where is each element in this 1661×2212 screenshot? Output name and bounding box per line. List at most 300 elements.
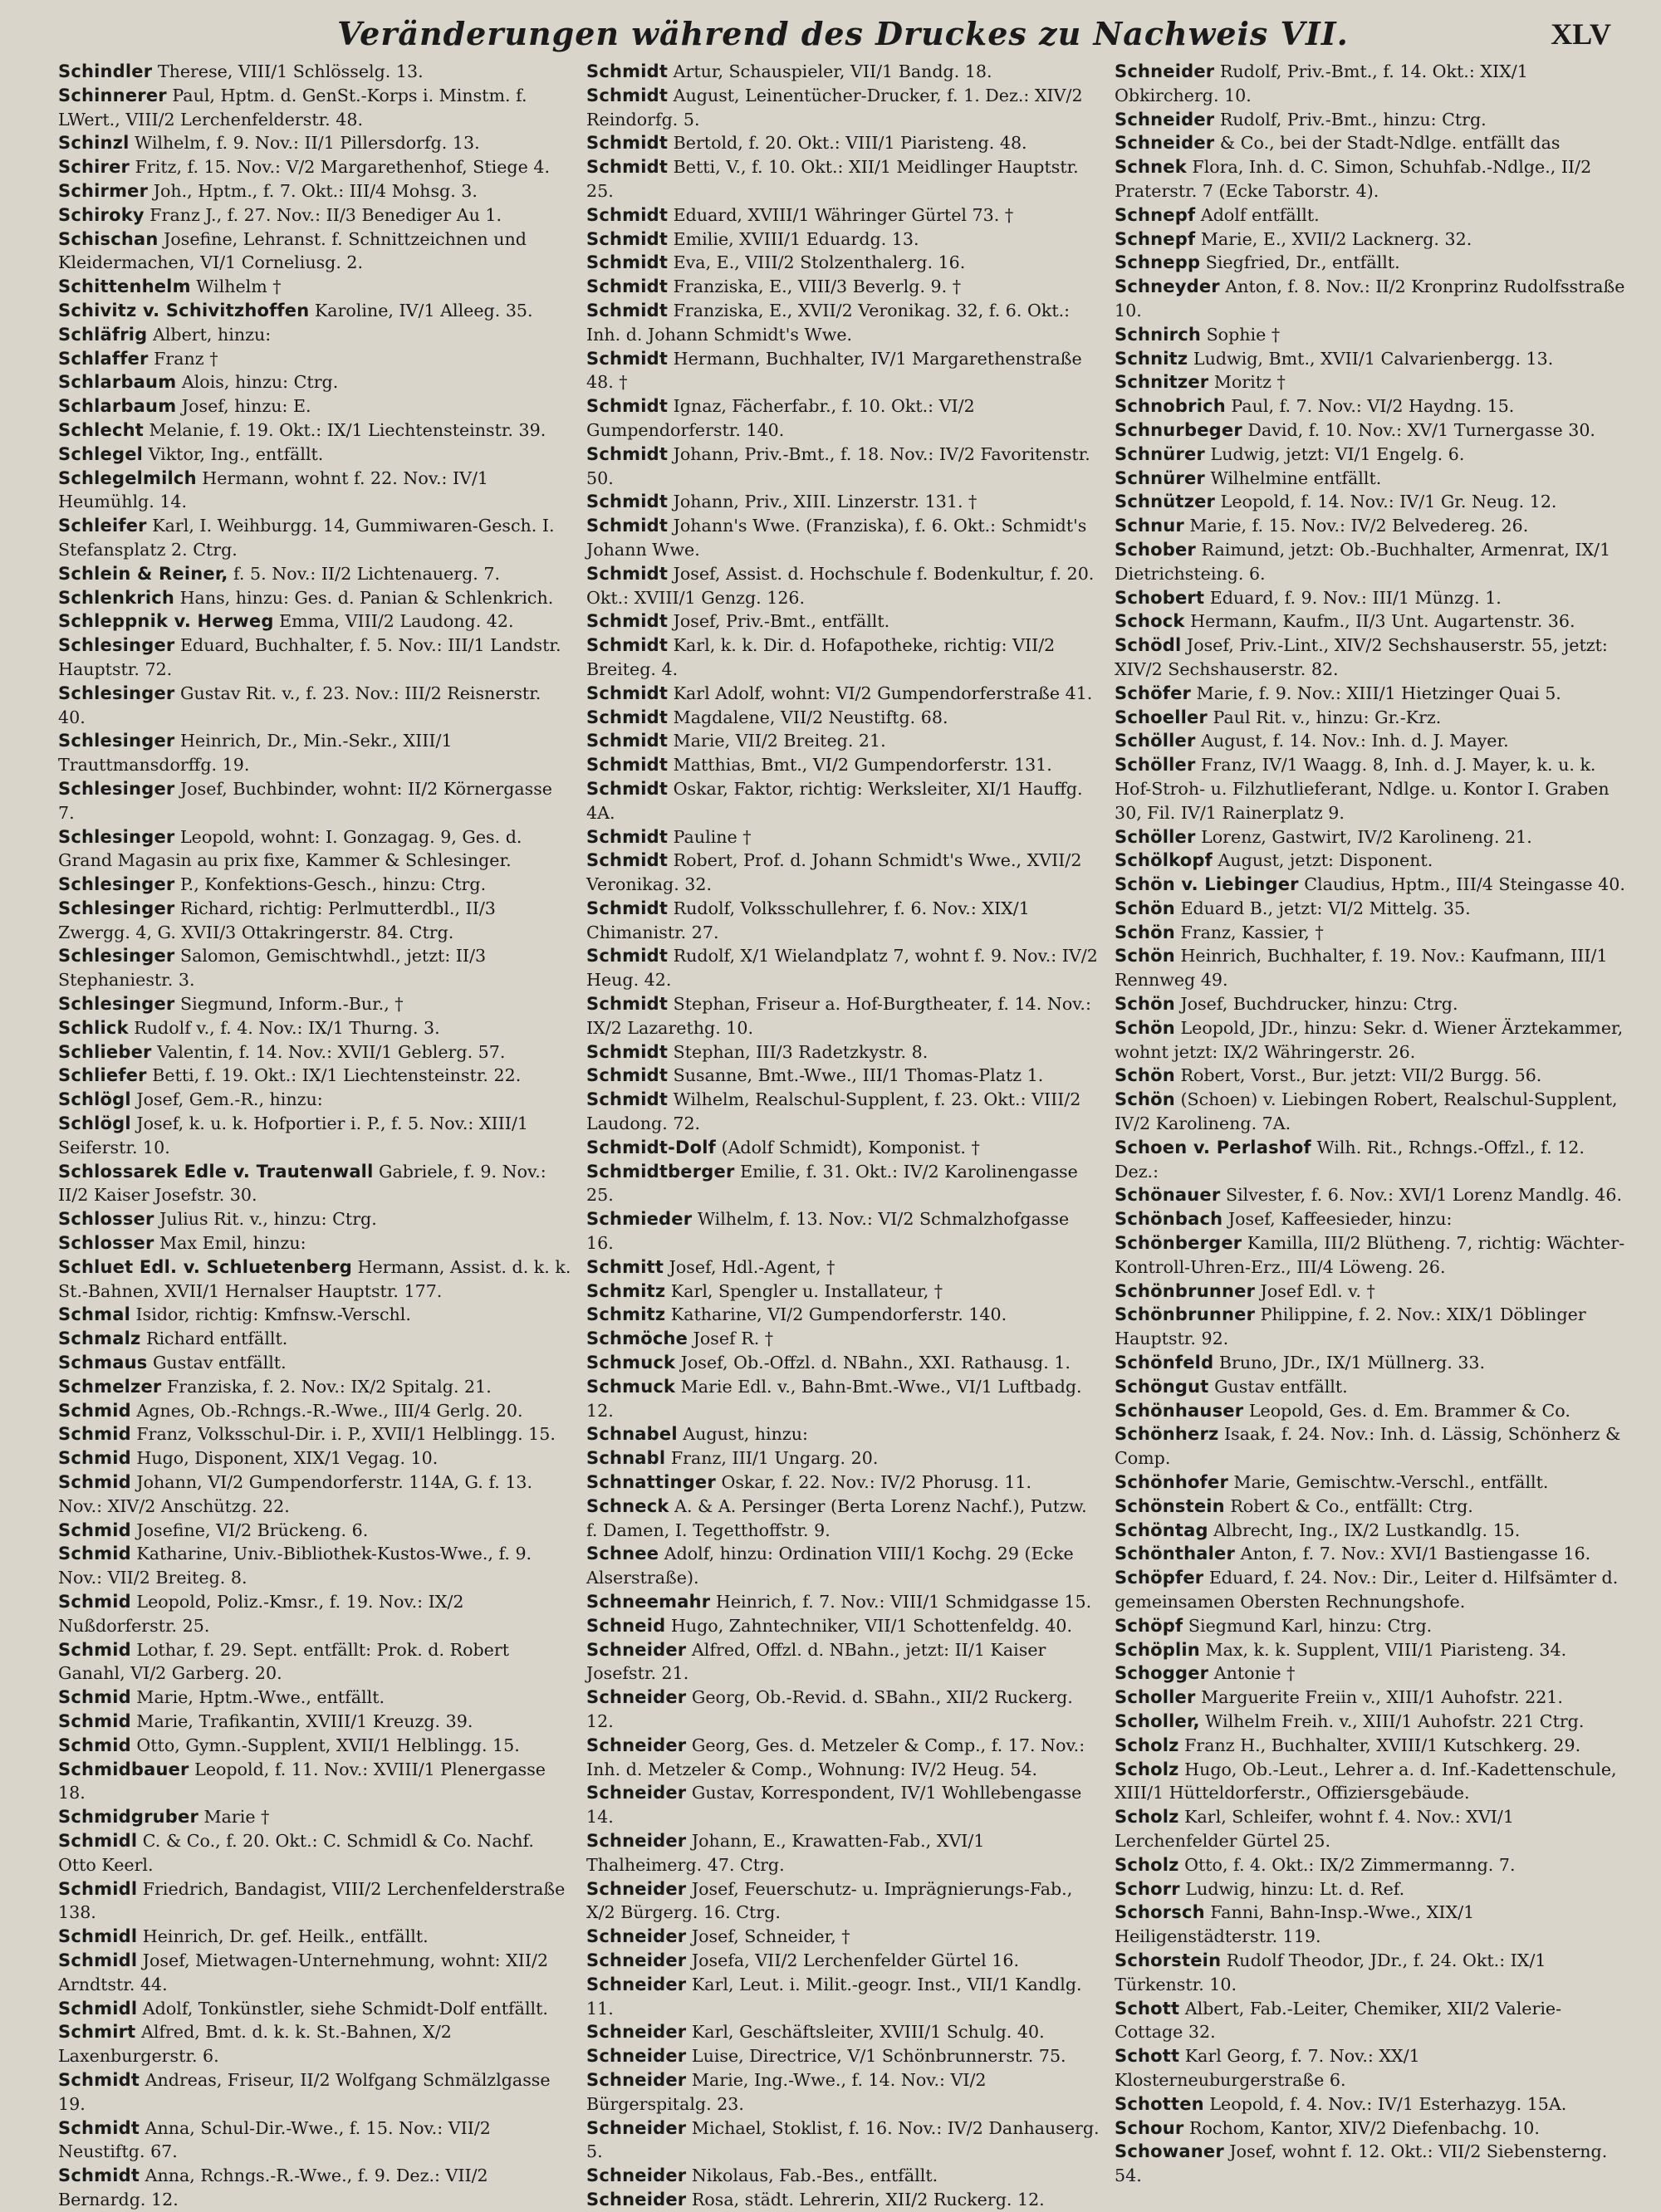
directory-entry xyxy=(58,1112,571,1160)
entry-surname: Schoen v. Perlashof xyxy=(1115,1137,1311,1157)
entry-surname: Schlesinger xyxy=(58,898,175,918)
entry-surname: Schöpfer xyxy=(1115,1568,1204,1588)
entry-surname: Schmidgruber xyxy=(58,1807,199,1828)
entry-surname: Schmidl xyxy=(58,1950,138,1970)
entry-surname: Schour xyxy=(1115,2117,1184,2138)
directory-entry xyxy=(1115,108,1628,132)
entry-details: Emilie, XVIII/1 Eduardg. 13. xyxy=(668,228,919,249)
entry-surname: Schnepp xyxy=(1115,252,1201,273)
entry-details: Otto, Gymn.-Supplent, XVII/1 Helblingg. 15. xyxy=(130,1735,520,1755)
entry-surname: Schlesinger xyxy=(58,683,175,703)
directory-entry xyxy=(586,394,1100,443)
directory-entry xyxy=(58,1471,571,1519)
entry-details: Josef, k. u. k. Hofportier i. P., f. 5. Nov.: XIII/1 Seiferstr. 10. xyxy=(58,1113,528,1157)
entry-details: (Adolf Schmidt), Komponist. † xyxy=(715,1137,980,1157)
entry-surname: Schnürer xyxy=(1115,467,1205,488)
entry-details: Rudolf v., f. 4. Nov.: IX/1 Thurng. 3. xyxy=(128,1017,440,1038)
directory-entry xyxy=(58,1542,571,1590)
directory-entry xyxy=(1115,944,1628,992)
entry-surname: Schnützer xyxy=(1115,492,1216,512)
column-3 xyxy=(1115,60,1628,2186)
entry-surname: Schleppnik v. Herweg xyxy=(58,611,274,632)
entry-surname: Schmidt xyxy=(586,994,669,1015)
entry-surname: Schneider xyxy=(586,2069,687,2090)
directory-entry xyxy=(58,825,571,874)
entry-surname: Schöfer xyxy=(1115,683,1192,703)
entry-surname: Schlegelmilch xyxy=(58,467,197,488)
entry-details: Josef, Gem.-R., hinzu: xyxy=(130,1089,323,1110)
entry-surname: Schödl xyxy=(1115,635,1182,656)
entry-surname: Schlosser xyxy=(58,1233,154,1254)
entry-details: Johann, Priv., XIII. Linzerstr. 131. † xyxy=(668,492,977,512)
entry-surname: Schöller xyxy=(1115,755,1196,776)
directory-entry xyxy=(586,609,1100,634)
directory-entry xyxy=(586,1542,1100,1590)
directory-entry xyxy=(586,1422,1100,1446)
directory-entry xyxy=(586,1495,1100,1543)
directory-entry xyxy=(586,849,1100,897)
directory-entry xyxy=(58,1351,571,1375)
directory-entry xyxy=(58,347,571,371)
directory-entry xyxy=(1115,1853,1628,1877)
entry-details: Marie, Hptm.-Wwe., entfällt. xyxy=(130,1687,385,1708)
entry-details: Marie Edl. v., Bahn-Bmt.-Wwe., VI/1 Luftbadg. 12. xyxy=(586,1376,1082,1421)
entry-surname: Schliefer xyxy=(58,1065,147,1086)
entry-details: Anton, f. 8. Nov.: II/2 Kronprinz Rudolfsstraße 10. xyxy=(1115,276,1625,321)
entry-surname: Schischan xyxy=(58,228,159,249)
entry-details: Karl, I. Weihburgg. 14, Gummiwaren-Gesch. I. Stefansplatz 2. Ctrg. xyxy=(58,516,555,560)
entry-surname: Schmid xyxy=(58,1424,131,1445)
entry-details: Franz † xyxy=(148,348,218,369)
directory-entry xyxy=(1115,1901,1628,1949)
entry-details: Rochom, Kantor, XIV/2 Diefenbachg. 10. xyxy=(1183,2117,1540,2138)
entry-surname: Schnobrich xyxy=(1115,396,1226,417)
entry-details: Fritz, f. 15. Nov.: V/2 Margarethenhof, Stiege 4. xyxy=(130,157,550,178)
entry-details: Paul, Hptm. d. GenSt.-Korps i. Minstm. f. LWert., VIII/2 Lerchenfelderstr. 48. xyxy=(58,85,527,130)
directory-entry xyxy=(1115,1877,1628,1901)
directory-entry xyxy=(58,1949,571,1997)
directory-entry xyxy=(586,1303,1100,1327)
directory-entry xyxy=(58,1638,571,1686)
entry-surname: Schöngut xyxy=(1115,1376,1209,1397)
entry-details: Albert, hinzu: xyxy=(147,324,272,345)
entry-details: Antonie † xyxy=(1208,1663,1296,1684)
entry-surname: Schmidt xyxy=(586,276,669,297)
entry-details: Agnes, Ob.-Rchngs.-R.-Wwe., III/4 Gerlg. 20. xyxy=(130,1400,523,1421)
directory-entry xyxy=(58,370,571,394)
directory-entry xyxy=(1115,586,1628,610)
entry-details: Wilhelm, Realschul-Supplent, f. 23. Okt.: VIII/2 Laudong. 72. xyxy=(586,1089,1081,1134)
entry-surname: Schmidt xyxy=(586,898,669,918)
entry-surname: Schlesinger xyxy=(58,635,175,656)
directory-entry xyxy=(1115,1471,1628,1495)
entry-surname: Schmalz xyxy=(58,1329,141,1349)
entry-surname: Schneider xyxy=(586,2166,687,2186)
entry-details: Ludwig, hinzu: Lt. d. Ref. xyxy=(1179,1878,1405,1899)
entry-surname: Schmitz xyxy=(586,1280,666,1301)
entry-details: Rosa, städt. Lehrerin, XII/2 Ruckerg. 12. xyxy=(686,2189,1045,2210)
directory-entry xyxy=(586,1877,1100,1926)
directory-entry xyxy=(58,682,571,730)
entry-details: Wilhelm † xyxy=(190,276,282,297)
directory-entry xyxy=(58,203,571,228)
entry-details: Melanie, f. 19. Okt.: IX/1 Liechtensteinstr. 39. xyxy=(144,419,546,440)
directory-entry xyxy=(586,1734,1100,1782)
entry-details: Eduard, f. 9. Nov.: III/1 Münzg. 1. xyxy=(1204,587,1502,608)
entry-surname: Scholz xyxy=(1115,1759,1179,1779)
entry-details: Karl Adolf, wohnt: VI/2 Gumpendorferstraße 41. xyxy=(668,683,1093,703)
entry-details: Josefine, VI/2 Brückeng. 6. xyxy=(130,1520,369,1540)
directory-entry xyxy=(58,1686,571,1710)
entry-details: Franz J., f. 27. Nov.: II/3 Benediger Au 1. xyxy=(144,204,502,225)
directory-entry xyxy=(58,1925,571,1949)
entry-surname: Schneider xyxy=(586,2046,687,2067)
entry-surname: Schmidt xyxy=(586,635,669,656)
entry-details: Josefine, Lehranst. f. Schnittzeichnen und Kleidermachen, VI/1 Corneliusg. 2. xyxy=(58,228,527,273)
entry-details: Robert, Vorst., Bur. jetzt: VII/2 Burgg. 56. xyxy=(1174,1065,1542,1086)
entry-details: Karl Georg, f. 7. Nov.: XX/1 Klosterneuburgerstraße 6. xyxy=(1115,2046,1420,2090)
directory-entry xyxy=(1115,753,1628,825)
entry-surname: Schnürer xyxy=(1115,443,1205,464)
entry-details: Josef R. † xyxy=(688,1329,774,1349)
entry-surname: Schöntag xyxy=(1115,1520,1208,1540)
entry-details: C. & Co., f. 20. Okt.: C. Schmidl & Co. Nachf. Otto Keerl. xyxy=(58,1830,534,1875)
entry-surname: Schmidt xyxy=(586,252,669,273)
entry-surname: Schmuck xyxy=(586,1376,676,1397)
entry-details: Otto, f. 4. Okt.: IX/2 Zimmermanng. 7. xyxy=(1178,1854,1516,1875)
entry-details: Wilhelmine entfällt. xyxy=(1204,467,1382,488)
entry-details: Andreas, Friseur, II/2 Wolfgang Schmälzlgasse 19. xyxy=(58,2069,551,2114)
entry-details: Friedrich, Bandagist, VIII/2 Lerchenfelderstraße 138. xyxy=(58,1878,566,1923)
entry-surname: Schläfrig xyxy=(58,324,148,345)
entry-details: Rudolf Theodor, JDr., f. 24. Okt.: IX/1 Türkenstr. 10. xyxy=(1115,1950,1546,1994)
directory-entry xyxy=(58,1207,571,1231)
entry-details: Isaak, f. 24. Nov.: Inh. d. Lässig, Schönherz & Comp. xyxy=(1115,1424,1621,1469)
entry-details: Paul Rit. v., hinzu: Gr.-Krz. xyxy=(1208,707,1442,727)
directory-entry xyxy=(1115,1088,1628,1136)
entry-surname: Schmidl xyxy=(58,1998,138,2019)
directory-entry xyxy=(1115,1661,1628,1686)
entry-surname: Schmid xyxy=(58,1448,131,1469)
entry-surname: Schmidt xyxy=(586,204,669,225)
entry-details: Claudius, Hptm., III/4 Steingasse 40. xyxy=(1298,874,1625,895)
entry-details: Wilh. Rit., Rchngs.-Offzl., f. 12. Dez.: xyxy=(1115,1137,1585,1182)
entry-surname: Schnabel xyxy=(586,1424,678,1445)
entry-surname: Schön v. Liebinger xyxy=(1115,874,1299,895)
column-1 xyxy=(58,60,571,2210)
directory-entry xyxy=(586,131,1100,155)
directory-entry xyxy=(586,347,1100,395)
entry-surname: Schott xyxy=(1115,1998,1180,2019)
entry-details: Hugo, Ob.-Leut., Lehrer a. d. Inf.-Kadettenschule, XIII/1 Hütteldorferstr., Offiziersgebäude. xyxy=(1115,1759,1617,1803)
entry-details: Josef, hinzu: E. xyxy=(176,396,311,417)
directory-entry xyxy=(58,873,571,897)
entry-details: Marie, Ing.-Wwe., f. 14. Nov.: VI/2 Bürgerspitalg. 23. xyxy=(586,2069,987,2114)
entry-surname: Schmidt xyxy=(586,707,669,727)
entry-surname: Schock xyxy=(1115,611,1185,632)
directory-entry xyxy=(586,299,1100,347)
column-2 xyxy=(586,60,1100,2210)
entry-surname: Scholler xyxy=(1115,1687,1196,1708)
entry-surname: Schmidt xyxy=(58,2069,140,2090)
entry-surname: Schlesinger xyxy=(58,731,175,751)
entry-surname: Schlesinger xyxy=(58,826,175,847)
page-title: Veränderungen während des Druckes zu Nachweis VII. xyxy=(337,15,1349,52)
entry-details: Franz, III/1 Ungarg. 20. xyxy=(665,1448,879,1469)
entry-surname: Schneider xyxy=(586,1878,687,1899)
entry-details: Karoline, IV/1 Alleeg. 35. xyxy=(309,300,533,321)
directory-entry xyxy=(586,992,1100,1040)
entry-surname: Schogger xyxy=(1115,1663,1209,1684)
directory-entry xyxy=(586,944,1100,992)
directory-entry xyxy=(1115,1399,1628,1423)
entry-details: Hugo, Zahntechniker, VII/1 Schottenfeldg. 40. xyxy=(665,1615,1073,1636)
directory-entry xyxy=(1115,1351,1628,1375)
entry-details: Josef, Assist. d. Hochschule f. Bodenkultur, f. 20. Okt.: XVIII/1 Genzg. 126. xyxy=(586,563,1095,608)
directory-entry xyxy=(1115,825,1628,849)
directory-entry xyxy=(1115,1638,1628,1662)
entry-details: Hugo, Disponent, XIX/1 Vegag. 10. xyxy=(130,1448,439,1469)
entry-surname: Schleifer xyxy=(58,516,147,536)
entry-surname: Schönbrunner xyxy=(1115,1280,1256,1301)
entry-details: Franziska, E., VIII/3 Beverlg. 9. † xyxy=(668,276,962,297)
entry-details: Eduard B., jetzt: VI/2 Mittelg. 35. xyxy=(1174,898,1471,918)
entry-surname: Schneider xyxy=(586,1735,687,1755)
directory-entry xyxy=(586,1638,1100,1686)
entry-surname: Schönfeld xyxy=(1115,1353,1214,1373)
entry-surname: Schlick xyxy=(58,1017,129,1038)
entry-surname: Schmidl xyxy=(58,1878,138,1899)
page-header xyxy=(58,10,1628,60)
entry-details: Leopold, f. 4. Nov.: IV/1 Esterhazyg. 15A. xyxy=(1203,2093,1567,2114)
directory-entry xyxy=(586,1614,1100,1638)
directory-entry xyxy=(1115,1710,1628,1734)
entry-surname: Schnee xyxy=(586,1544,659,1564)
directory-entry xyxy=(1115,323,1628,347)
entry-details: Eduard, XVIII/1 Währinger Gürtel 73. † xyxy=(668,204,1014,225)
entry-details: Franz, IV/1 Waagg. 8, Inh. d. J. Mayer, k. u. k. Hof-Stroh- u. Filzhutlieferant, Ndlge. u. Kontor I. Graben 30, Fil. IV/1 Rainerplatz 9. xyxy=(1115,755,1610,823)
entry-surname: Schönbrunner xyxy=(1115,1304,1256,1325)
entry-surname: Schmidt xyxy=(586,850,669,871)
entry-surname: Schmidtberger xyxy=(586,1161,735,1182)
entry-details: Marie, E., XVII/2 Lacknerg. 32. xyxy=(1195,228,1472,249)
directory-entry xyxy=(58,1590,571,1638)
entry-surname: Schmidt xyxy=(586,563,669,584)
directory-entry xyxy=(58,275,571,299)
entry-surname: Schluet Edl. v. Schluetenberg xyxy=(58,1256,353,1277)
entry-surname: Schmieder xyxy=(586,1209,693,1230)
directory-entry xyxy=(58,897,571,945)
entry-details: Josef Edl. v. † xyxy=(1255,1280,1375,1301)
entry-surname: Schmaus xyxy=(58,1353,148,1373)
entry-details: Valentin, f. 14. Nov.: XVII/1 Geblerg. 57. xyxy=(151,1041,506,1062)
entry-surname: Scholz xyxy=(1115,1807,1179,1828)
entry-details: Julius Rit. v., hinzu: Ctrg. xyxy=(154,1209,377,1230)
entry-details: Michael, Stoklist, f. 16. Nov.: IV/2 Danhauserg. 5. xyxy=(586,2117,1100,2162)
directory-entry xyxy=(586,706,1100,730)
entry-surname: Schmidt xyxy=(586,1065,669,1086)
entry-details: Gustav Rit. v., f. 23. Nov.: III/2 Reisnerstr. 40. xyxy=(58,683,541,727)
entry-surname: Schiroky xyxy=(58,204,145,225)
directory-entry xyxy=(58,1327,571,1351)
directory-entry xyxy=(586,1088,1100,1136)
entry-details: Stephan, III/3 Radetzkystr. 8. xyxy=(668,1041,928,1062)
entry-details: Eva, E., VIII/2 Stolzenthalerg. 16. xyxy=(668,252,966,273)
directory-entry xyxy=(586,1040,1100,1064)
entry-details: Johann, Priv.-Bmt., f. 18. Nov.: IV/2 Favoritenstr. 50. xyxy=(586,443,1090,488)
directory-entry xyxy=(58,467,571,515)
directory-entry xyxy=(1115,1136,1628,1184)
entry-details: Heinrich, Dr., Min.-Sekr., XIII/1 Trauttmansdorffg. 19. xyxy=(58,731,453,776)
entry-surname: Schmidt xyxy=(58,2166,140,2186)
directory-entry xyxy=(1115,1519,1628,1543)
directory-entry xyxy=(1115,1231,1628,1280)
entry-details: Raimund, jetzt: Ob.-Buchhalter, Armenrat, IX/1 Dietrichsteing. 6. xyxy=(1115,539,1611,584)
entry-surname: Schön xyxy=(1115,922,1175,942)
directory-entry xyxy=(58,1758,571,1806)
entry-surname: Schönauer xyxy=(1115,1185,1221,1206)
entry-details: Leopold, JDr., hinzu: Sekr. d. Wiener Ärztekammer, wohnt jetzt: IX/2 Währingerstr. 26. xyxy=(1115,1017,1624,1062)
entry-surname: Schneider xyxy=(586,1639,687,1660)
directory-entry xyxy=(586,1925,1100,1949)
directory-entry xyxy=(58,179,571,203)
entry-surname: Schön xyxy=(1115,1089,1175,1110)
directory-entry xyxy=(586,514,1100,562)
directory-entry xyxy=(1115,1758,1628,1806)
entry-surname: Schlieber xyxy=(58,1041,152,1062)
directory-entry xyxy=(58,1231,571,1255)
columns xyxy=(58,60,1628,2210)
entry-details: Siegfried, Dr., entfällt. xyxy=(1200,252,1400,273)
entry-surname: Schlossarek Edle v. Trautenwall xyxy=(58,1161,374,1182)
entry-details: August, hinzu: xyxy=(677,1424,808,1445)
directory-entry xyxy=(586,1375,1100,1423)
directory-entry xyxy=(1115,873,1628,897)
entry-details: Adolf, Tonkünstler, siehe Schmidt-Dolf entfällt. xyxy=(137,1998,548,2019)
entry-details: Marie, Gemischtw.-Verschl., entfällt. xyxy=(1228,1472,1549,1493)
entry-surname: Schnattinger xyxy=(586,1472,716,1493)
entry-surname: Schneider xyxy=(586,2117,687,2138)
entry-surname: Schlarbaum xyxy=(58,396,177,417)
entry-details: Heinrich, f. 7. Nov.: VIII/1 Schmidgasse 15. xyxy=(710,1592,1092,1612)
directory-entry xyxy=(586,1686,1100,1734)
entry-surname: Schotten xyxy=(1115,2093,1204,2114)
entry-details: August, f. 14. Nov.: Inh. d. J. Mayer. xyxy=(1195,731,1509,751)
directory-entry xyxy=(1115,155,1628,203)
entry-details: Ignaz, Fächerfabr., f. 10. Okt.: VI/2 Gumpendorferstr. 140. xyxy=(586,396,975,440)
entry-surname: Schmidt xyxy=(586,228,669,249)
entry-surname: Schmidbauer xyxy=(58,1759,189,1779)
entry-details: Albrecht, Ing., IX/2 Lustkandlg. 15. xyxy=(1208,1520,1521,1540)
directory-entry xyxy=(58,1877,571,1926)
entry-surname: Schindler xyxy=(58,61,153,81)
entry-surname: Schneyder xyxy=(1115,276,1220,297)
directory-entry xyxy=(58,299,571,323)
entry-details: f. 5. Nov.: II/2 Lichtenauerg. 7. xyxy=(228,563,500,584)
entry-surname: Schmidt xyxy=(586,755,669,776)
directory-entry xyxy=(1115,897,1628,921)
entry-details: Bertold, f. 20. Okt.: VIII/1 Piaristeng. 48. xyxy=(668,133,1027,154)
entry-details: Karl, Geschäftsleiter, XVIII/1 Schulg. 40. xyxy=(686,2022,1045,2043)
directory-entry xyxy=(586,1471,1100,1495)
directory-entry xyxy=(58,1399,571,1423)
directory-entry xyxy=(586,562,1100,610)
directory-entry xyxy=(586,2068,1100,2117)
entry-details: Flora, Inh. d. C. Simon, Schuhfab.-Ndlge., II/2 Praterstr. 7 (Ecke Taborstr. 4). xyxy=(1115,157,1592,201)
directory-entry xyxy=(586,1280,1100,1304)
directory-entry xyxy=(586,1781,1100,1829)
entry-surname: Schnepf xyxy=(1115,228,1196,249)
entry-details: Lorenz, Gastwirt, IV/2 Karolineng. 21. xyxy=(1195,826,1532,847)
directory-entry xyxy=(1115,2117,1628,2141)
entry-details: A. & A. Persinger (Berta Lorenz Nachf.), Putzw. f. Damen, I. Tegetthoffstr. 9. xyxy=(586,1495,1087,1540)
entry-surname: Schönherz xyxy=(1115,1424,1219,1445)
directory-entry xyxy=(1115,1495,1628,1519)
directory-entry xyxy=(586,1590,1100,1614)
directory-entry xyxy=(58,1710,571,1734)
entry-details: Katharine, VI/2 Gumpendorferstr. 140. xyxy=(665,1304,1007,1325)
entry-details: Ludwig, jetzt: VI/1 Engelg. 6. xyxy=(1204,443,1465,464)
directory-entry xyxy=(586,2117,1100,2165)
entry-details: August, Leinentücher-Drucker, f. 1. Dez.: XIV/2 Reindorfg. 5. xyxy=(586,85,1083,130)
entry-surname: Schnek xyxy=(1115,157,1187,178)
directory-entry xyxy=(1115,443,1628,467)
entry-details: Robert & Co., entfällt: Ctrg. xyxy=(1224,1495,1473,1516)
entry-surname: Schmelzer xyxy=(58,1376,162,1397)
entry-details: Johann, E., Krawatten-Fab., XVI/1 Thalheimerg. 47. Ctrg. xyxy=(586,1830,985,1875)
entry-details: Bruno, JDr., IX/1 Müllnerg. 33. xyxy=(1213,1353,1486,1373)
directory-entry xyxy=(586,729,1100,753)
entry-details: Sophie † xyxy=(1201,324,1281,345)
entry-surname: Schirer xyxy=(58,157,130,178)
directory-entry xyxy=(586,2164,1100,2188)
directory-entry xyxy=(58,729,571,777)
directory-entry xyxy=(1115,1016,1628,1064)
entry-surname: Schneider xyxy=(586,1950,687,1970)
entry-details: Leopold, wohnt: I. Gonzagag. 9, Ges. d. Grand Magasin au prix fixe, Kammer & Schlesinger. xyxy=(58,826,522,871)
entry-surname: Schöller xyxy=(1115,731,1196,751)
directory-entry xyxy=(586,1973,1100,2021)
entry-details: Magdalene, VII/2 Neustiftg. 68. xyxy=(668,707,948,727)
entry-details: Heinrich, Buchhalter, f. 19. Nov.: Kaufmann, III/1 Rennweg 49. xyxy=(1115,946,1608,991)
directory-entry xyxy=(586,1949,1100,1973)
directory-entry xyxy=(586,1446,1100,1471)
entry-surname: Schönberger xyxy=(1115,1233,1242,1254)
entry-surname: Schneider xyxy=(1115,61,1215,81)
entry-surname: Schmidt xyxy=(586,731,669,751)
entry-details: Josef, Feuerschutz- u. Imprägnierungs-Fab., X/2 Bürgerg. 16. Ctrg. xyxy=(586,1878,1073,1923)
entry-details: Gabriele, f. 9. Nov.: II/2 Kaiser Josefstr. 30. xyxy=(58,1161,546,1206)
entry-details: David, f. 10. Nov.: XV/1 Turnergasse 30. xyxy=(1242,419,1595,440)
entry-details: Karl, k. k. Dir. d. Hofapotheke, richtig: VII/2 Breiteg. 4. xyxy=(586,635,1056,679)
entry-surname: Schön xyxy=(1115,1017,1175,1038)
directory-entry xyxy=(58,609,571,634)
directory-entry xyxy=(1115,1997,1628,2045)
entry-surname: Schlein & Reiner, xyxy=(58,563,228,584)
entry-surname: Schmid xyxy=(58,1639,131,1660)
entry-surname: Schmuck xyxy=(586,1353,676,1373)
entry-details: Marie, f. 9. Nov.: XIII/1 Hietzinger Quai 5. xyxy=(1191,683,1561,703)
entry-surname: Schneemahr xyxy=(586,1592,711,1612)
entry-surname: Schön xyxy=(1115,994,1175,1015)
entry-surname: Schönhauser xyxy=(1115,1400,1244,1421)
entry-details: (Schoen) v. Liebingen Robert, Realschul-Supplent, IV/2 Karolineng. 7A. xyxy=(1115,1089,1618,1134)
entry-surname: Schmidt xyxy=(586,946,669,967)
entry-details: Alois, hinzu: Ctrg. xyxy=(176,372,339,393)
entry-surname: Schmidt xyxy=(586,516,669,536)
entry-details: Anna, Rchngs.-R.-Wwe., f. 9. Dez.: VII/2 Bernardg. 12. xyxy=(58,2166,488,2210)
entry-details: Leopold, f. 11. Nov.: XVIII/1 Plenergasse 18. xyxy=(58,1759,546,1803)
